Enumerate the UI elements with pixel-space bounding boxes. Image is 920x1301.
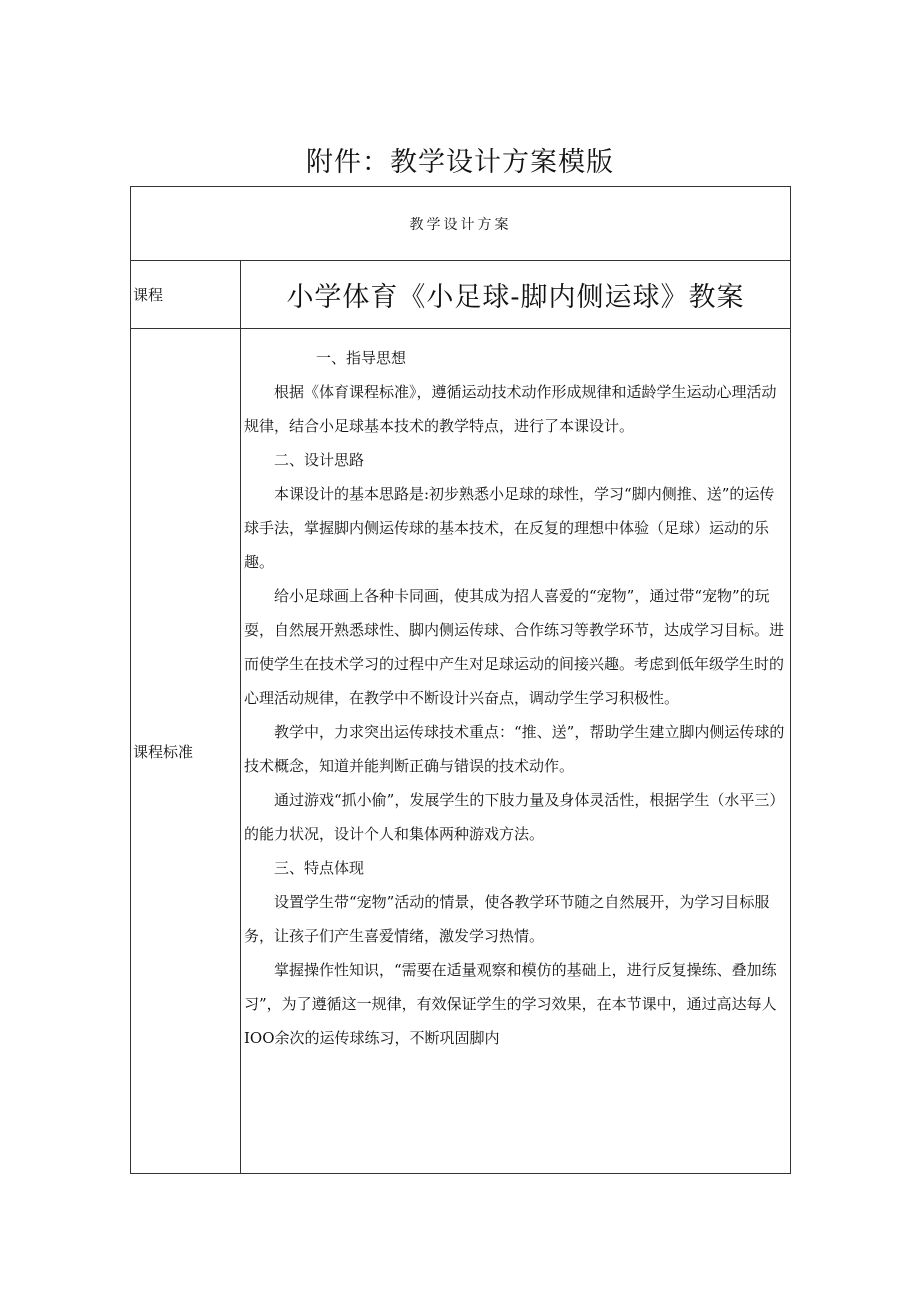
standard-content — [241, 329, 791, 1174]
paragraph: 设置学生带“宠物”活动的情景，使各教学环节随之自然展开，为学习目标服务，让孩子们产生喜爱情绪，激发学习热情。 — [244, 893, 770, 945]
course-label: 课程 — [131, 261, 241, 329]
table-header-row — [131, 187, 791, 261]
standard-row — [131, 329, 791, 1174]
section-heading: 三、特点体现 — [274, 859, 365, 877]
section-heading: 二、设计思路 — [274, 451, 365, 469]
standard-label: 课程标准 — [131, 329, 241, 1174]
document-title: 附件：教学设计方案模版 — [306, 147, 614, 178]
paragraph: 给小足球画上各种卡同画，使其成为招人喜爱的“宠物”，通过带“宠物”的玩耍，自然展开熟悉球性、脚内侧运传球、合作练习等教学环节，达成学习目标。进而使学生在技术学习的过程中产生对足球运动的间接兴趣。考虑到低年级学生时的心理活动规律，在教学中不断设计兴奋点，调动学生学习积极性。 — [244, 587, 785, 707]
table-header: 教学设计方案 — [131, 187, 791, 261]
paragraph: 通过游戏“抓小偷”，发展学生的下肢力量及身体灵活性，根据学生（水平三）的能力状况，设计个人和集体两种游戏方法。 — [244, 791, 785, 843]
paragraph: 本课设计的基本思路是:初步熟悉小足球的球性，学习“脚内侧推、送”的运传球手法，掌握脚内侧运传球的基本技术，在反复的理想中体验（足球）运动的乐趣。 — [244, 485, 775, 571]
course-title: 小学体育《小足球-脚内侧运球》教案 — [241, 261, 791, 329]
course-row — [131, 261, 791, 329]
section-heading: 一、指导思想 — [316, 349, 407, 367]
paragraph: 掌握操作性知识，“需要在适量观察和模仿的基础上，进行反复操练、叠加练习”，为了遵循这一规律，有效保证学生的学习效果，在本节课中，通过高达每人IOO余次的运传球练习，不断巩固脚内 — [244, 961, 777, 1047]
paragraph: 教学中，力求突出运传球技术重点：“推、送”，帮助学生建立脚内侧运传球的技术概念，知道并能判断正确与错误的技术动作。 — [244, 723, 785, 775]
lesson-plan-table — [130, 186, 791, 1174]
paragraph: 根据《体育课程标准》，遵循运动技术动作形成规律和适龄学生运动心理活动规律，结合小足球基本技术的教学特点，进行了本课设计。 — [244, 383, 777, 435]
